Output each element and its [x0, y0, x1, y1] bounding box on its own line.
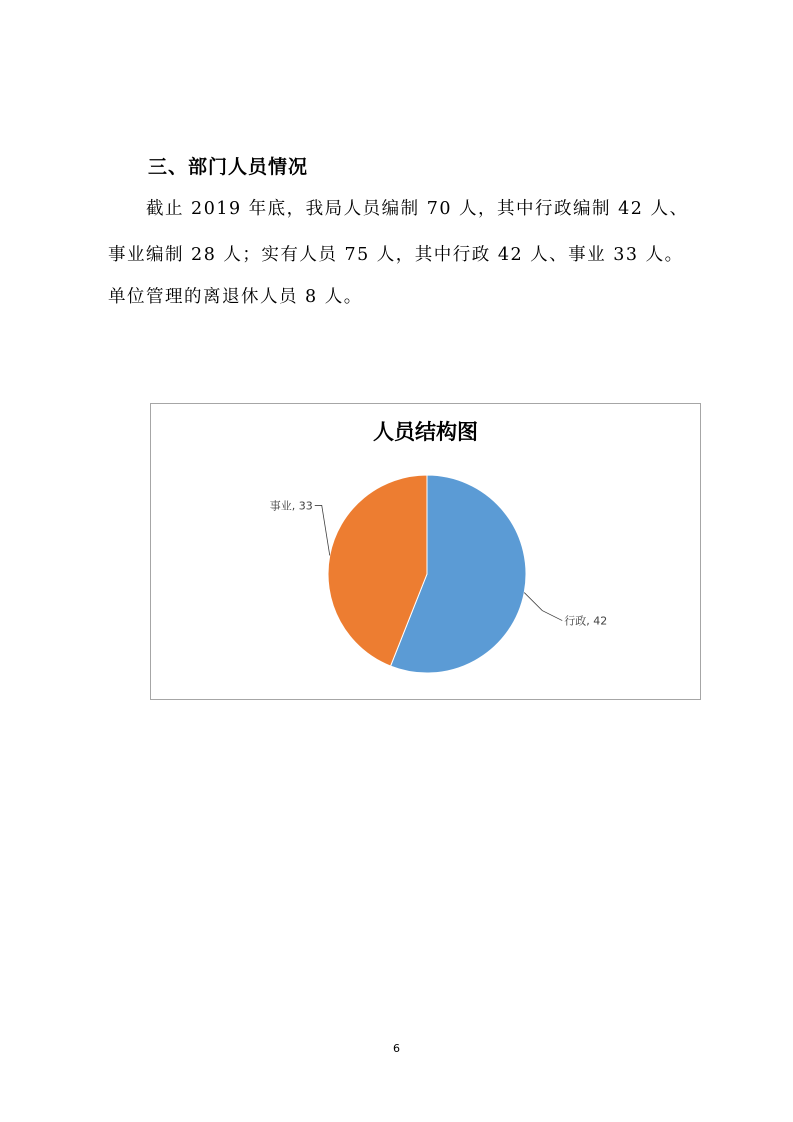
- pie-leader-line-1: [315, 505, 330, 555]
- pie-chart-canvas: [151, 404, 700, 699]
- paragraph-line-1: 截止 2019 年底，我局人员编制 70 人，其中行政编制 42 人、: [108, 199, 689, 219]
- pie-leader-line-0: [524, 593, 562, 621]
- pie-label-1: 事业, 33: [269, 499, 313, 513]
- pie-chart: [150, 403, 701, 700]
- chart-title: 人员结构图: [373, 420, 478, 444]
- paragraph-line-2: 事业编制 28 人；实有人员 75 人，其中行政 42 人、事业 33 人。: [108, 245, 684, 265]
- page-number: 6: [393, 1042, 400, 1055]
- pie-label-0: 行政, 42: [564, 614, 608, 628]
- section-heading: 三、部门人员情况: [148, 156, 309, 178]
- paragraph-line-3: 单位管理的离退休人员 8 人。: [108, 287, 363, 307]
